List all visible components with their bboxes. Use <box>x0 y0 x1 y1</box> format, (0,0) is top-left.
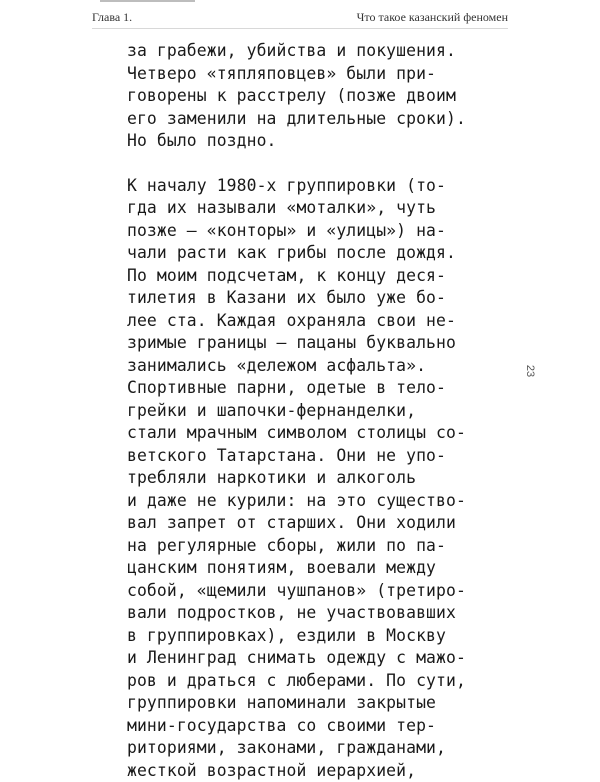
text-line: мини-государства со своими тер- <box>127 715 527 738</box>
text-line: вал запрет от старших. Они ходили <box>127 512 527 535</box>
text-line: говорены к расстрелу (позже двоим <box>127 85 527 108</box>
scan-edge-mark <box>100 0 195 2</box>
text-line: и Ленинград снимать одежду с мажо- <box>127 647 527 670</box>
text-line: жесткой возрастной иерархией, <box>127 760 527 782</box>
paragraph-gap <box>127 153 527 175</box>
text-line: и даже не курили: на это существо- <box>127 490 527 513</box>
chapter-label: Глава 1. <box>92 10 132 26</box>
text-line: гда их называли «моталки», чуть <box>127 197 527 220</box>
text-line: требляли наркотики и алкоголь <box>127 467 527 490</box>
text-line: тилетия в Казани их было уже бо- <box>127 287 527 310</box>
running-header <box>92 10 508 29</box>
paragraph <box>127 40 527 153</box>
text-line: за грабежи, убийства и покушения. <box>127 40 527 63</box>
text-line: лее ста. Каждая охраняла свои не- <box>127 310 527 333</box>
text-line: вали подростков, не участвовавших <box>127 602 527 625</box>
text-line: собой, «щемили чушпанов» (третиро- <box>127 580 527 603</box>
chapter-title: Что такое казанский феномен <box>357 10 508 26</box>
text-line: группировки напоминали закрытые <box>127 692 527 715</box>
text-line: Спортивные парни, одетые в тело- <box>127 377 527 400</box>
text-line: грейки и шапочки-фернанделки, <box>127 400 527 423</box>
text-line: стали мрачным символом столицы со- <box>127 422 527 445</box>
text-line: зримые границы — пацаны буквально <box>127 332 527 355</box>
text-line: По моим подсчетам, к концу деся- <box>127 265 527 288</box>
text-line: К началу 1980-х группировки (то- <box>127 175 527 198</box>
text-line: в группировках), ездили в Москву <box>127 625 527 648</box>
text-line: Четверо «тяпляповцев» были при- <box>127 63 527 86</box>
text-line: на регулярные сборы, жили по па- <box>127 535 527 558</box>
paragraph <box>127 175 527 782</box>
text-line: цанским понятиям, воевали между <box>127 557 527 580</box>
text-line: чали расти как грибы после дождя. <box>127 242 527 265</box>
text-line: риториями, законами, гражданами, <box>127 737 527 760</box>
page-number: 23 <box>524 365 536 377</box>
text-line: ров и драться с люберами. По сути, <box>127 670 527 693</box>
text-line: Но было поздно. <box>127 130 527 153</box>
text-line: занимались «дележом асфальта». <box>127 355 527 378</box>
text-line: его заменили на длительные сроки). <box>127 108 527 131</box>
text-line: ветского Татарстана. Они не упо- <box>127 445 527 468</box>
text-line: позже — «конторы» и «улицы») на- <box>127 220 527 243</box>
body-text <box>127 40 527 782</box>
